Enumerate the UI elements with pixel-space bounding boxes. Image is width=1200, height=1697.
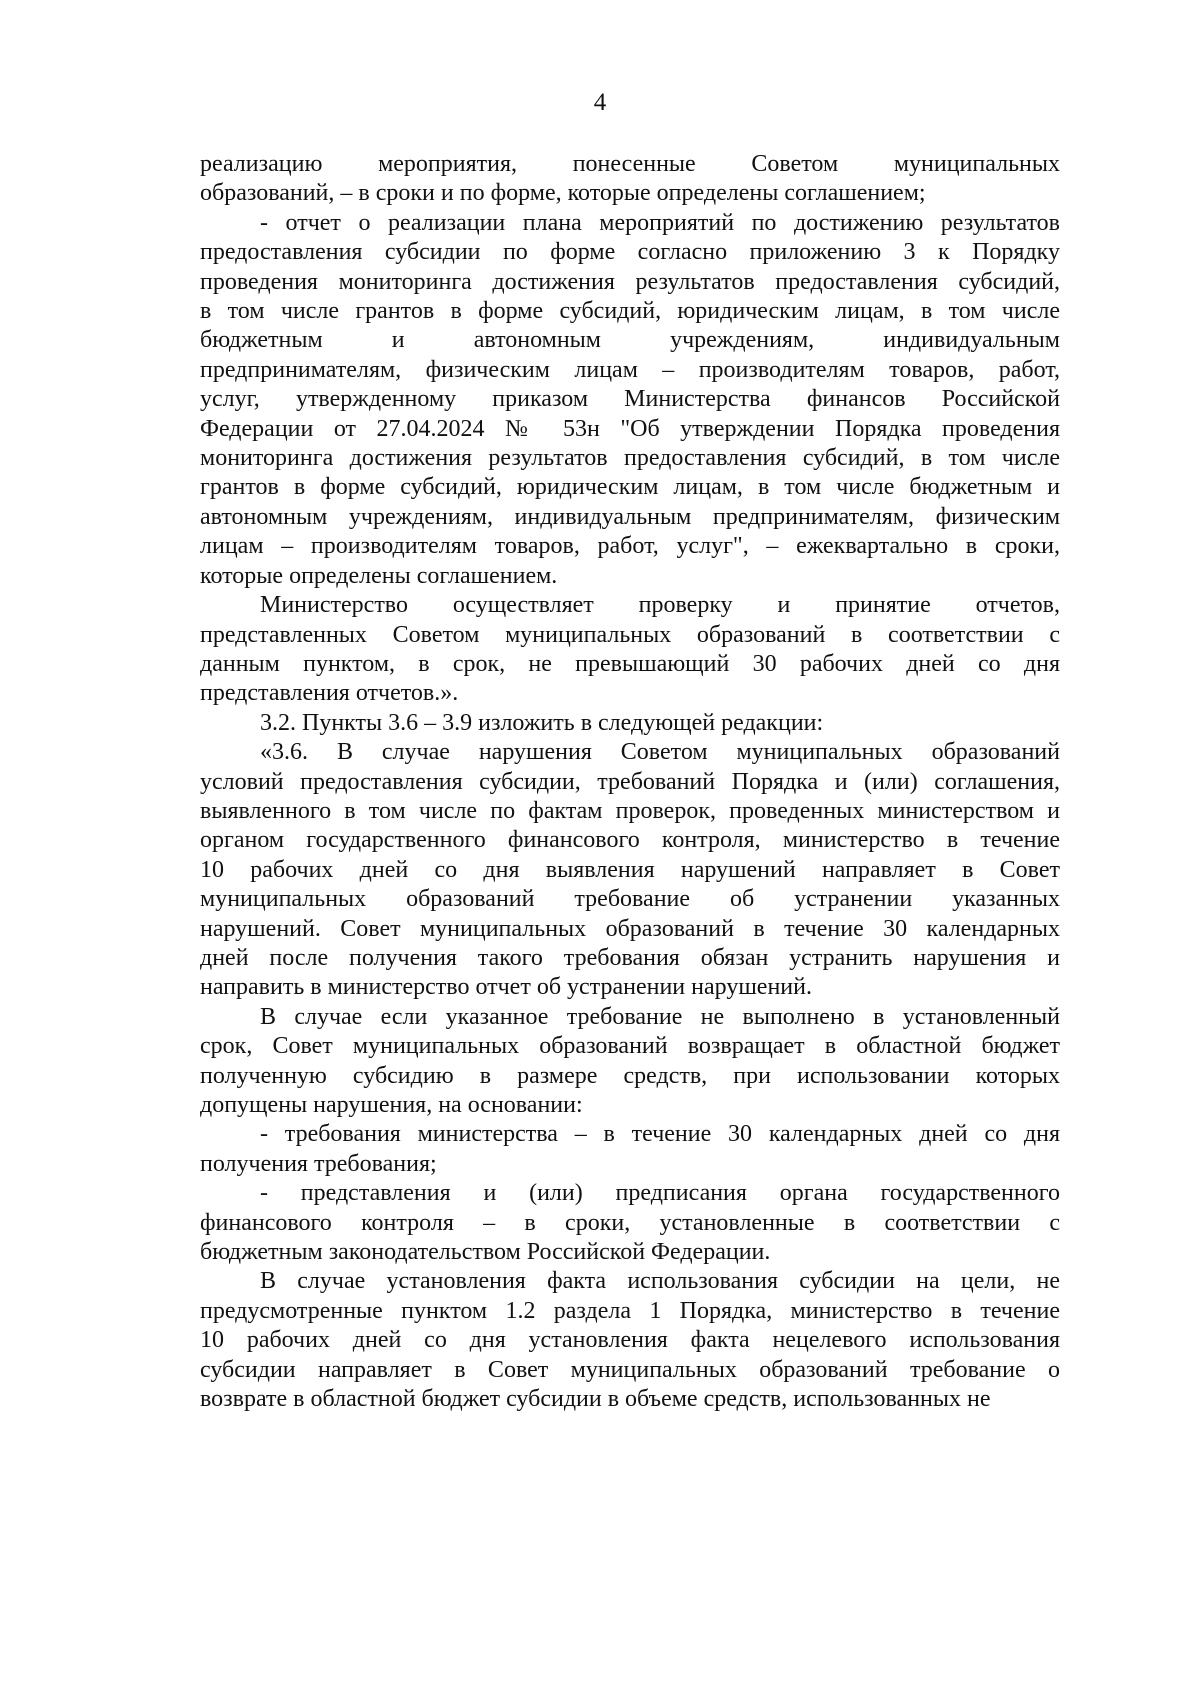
text-line: возврате в областной бюджет субсидии в объеме средств, использованных не [200, 1386, 991, 1413]
text-line: - отчет о реализации плана мероприятий по достижению результатов [260, 209, 1060, 236]
paragraph [200, 1120, 1060, 1179]
text-line: образований, – в сроки и по форме, которые определены соглашением; [200, 180, 926, 207]
text-line: финансового контроля – в сроки, установленные в соответствии с [200, 1209, 1060, 1236]
text-line: данным пунктом, в срок, не превышающий 30 рабочих дней со дня [200, 650, 1060, 677]
text-line: полученную субсидию в размере средств, при использовании которых [200, 1062, 1060, 1089]
text-line: бюджетным законодательством Российской Федерации. [200, 1239, 771, 1266]
text-line: Федерации от 27.04.2024 № 53н "Об утверждении Порядка проведения [200, 415, 1060, 442]
text-line: автономным учреждениям, индивидуальным предпринимателям, физическим [200, 503, 1060, 530]
text-line: - требования министерства – в течение 30 календарных дней со дня [260, 1121, 1060, 1148]
text-line: которые определены соглашением. [200, 562, 558, 589]
text-line: представленных Советом муниципальных образований в соответствии с [200, 621, 1060, 648]
text-line: 10 рабочих дней со дня установления факта нецелевого использования [200, 1327, 1060, 1354]
text-line: выявленного в том числе по фактам проверок, проведенных министерством и [200, 797, 1060, 824]
text-line: органом государственного финансового контроля, министерство в течение [200, 827, 1060, 854]
text-line: бюджетным и автономным учреждениям, индивидуальным [200, 327, 1060, 354]
paragraph [200, 738, 1060, 1003]
text-line: нарушений. Совет муниципальных образований в течение 30 календарных [200, 915, 1060, 942]
paragraph [200, 1179, 1060, 1267]
text-line: В случае установления факта использования субсидии на цели, не [260, 1268, 1060, 1295]
text-line: услуг, утвержденному приказом Министерства финансов Российской [200, 386, 1060, 413]
text-line: условий предоставления субсидии, требований Порядка и (или) соглашения, [200, 768, 1060, 795]
text-line: представления отчетов.». [200, 680, 459, 707]
text-line: муниципальных образований требование об устранении указанных [200, 886, 1060, 913]
paragraph [200, 1267, 1060, 1414]
text-line: предусмотренные пунктом 1.2 раздела 1 Порядка, министерство в течение [200, 1297, 1060, 1324]
text-line: мониторинга достижения результатов предоставления субсидий, в том числе [200, 445, 1060, 472]
text-line: «3.6. В случае нарушения Советом муниципальных образований [260, 739, 1060, 766]
text-line: 10 рабочих дней со дня выявления нарушений направляет в Совет [200, 856, 1060, 883]
page-number: 4 [593, 89, 607, 116]
document-body [200, 150, 1060, 1414]
text-line: 3.2. Пункты 3.6 – 3.9 изложить в следующей редакции: [260, 709, 824, 736]
text-line: срок, Совет муниципальных образований возвращает в областной бюджет [200, 1033, 1060, 1060]
text-line: направить в министерство отчет об устранении нарушений. [200, 974, 812, 1001]
text-line: В случае если указанное требование не выполнено в установленный [260, 1003, 1060, 1030]
text-line: в том числе грантов в форме субсидий, юридическим лицам, в том числе [200, 298, 1060, 325]
paragraph [200, 1003, 1060, 1121]
text-line: Министерство осуществляет проверку и принятие отчетов, [260, 592, 1060, 619]
text-line: проведения мониторинга достижения результатов предоставления субсидий, [200, 268, 1060, 295]
paragraph [200, 150, 1060, 209]
paragraph [200, 209, 1060, 591]
text-line: лицам – производителям товаров, работ, услуг", – ежеквартально в сроки, [200, 533, 1060, 560]
text-line: допущены нарушения, на основании: [200, 1092, 583, 1118]
paragraph [200, 709, 1060, 738]
text-line: предоставления субсидии по форме согласно приложению 3 к Порядку [200, 239, 1060, 266]
text-line: получения требования; [200, 1150, 437, 1177]
paragraph [200, 591, 1060, 709]
text-line: реализацию мероприятия, понесенные Советом муниципальных [200, 151, 1060, 177]
text-line: - представления и (или) предписания органа государственного [260, 1180, 1060, 1207]
text-line: грантов в форме субсидий, юридическим лицам, в том числе бюджетным и [200, 474, 1060, 501]
text-line: субсидии направляет в Совет муниципальных образований требование о [200, 1356, 1060, 1383]
text-line: дней после получения такого требования обязан устранить нарушения и [200, 944, 1060, 971]
text-line: предпринимателям, физическим лицам – производителям товаров, работ, [200, 356, 1060, 383]
